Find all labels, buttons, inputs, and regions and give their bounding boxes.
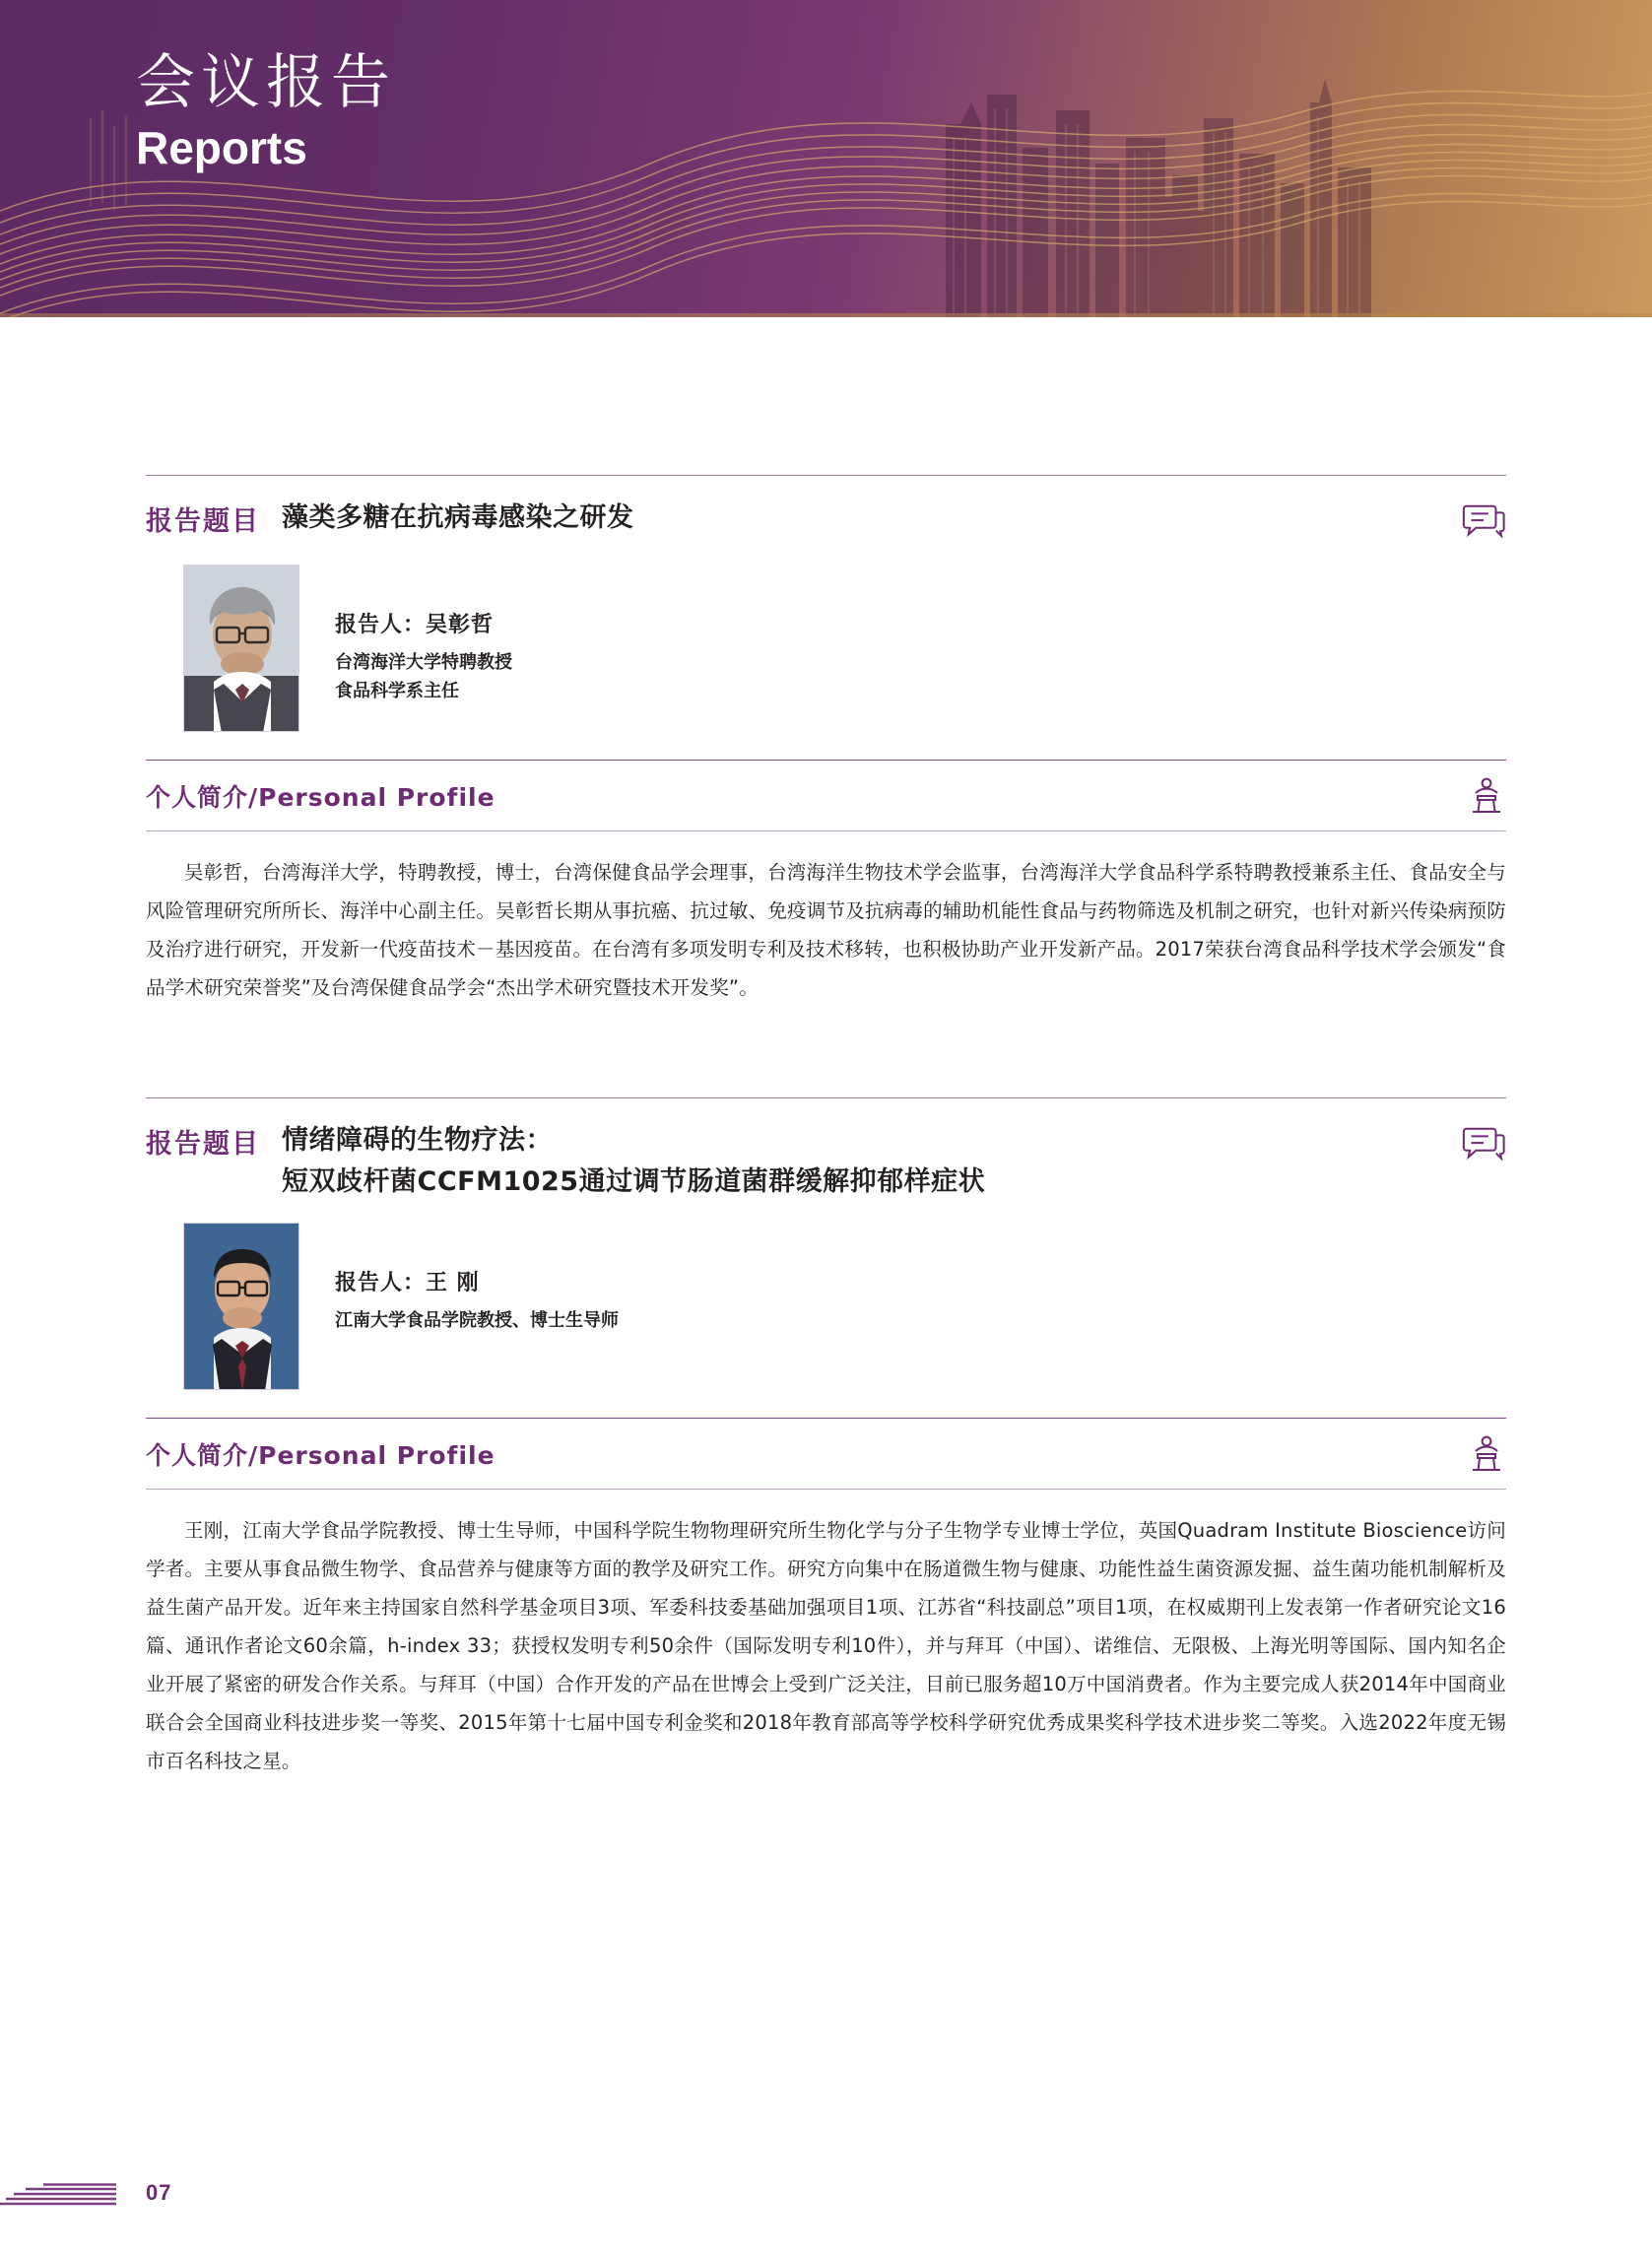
speaker-name-1 — [335, 608, 512, 638]
report-title-row-2 — [146, 1098, 1506, 1223]
profile-heading-2: 个人简介/Personal Profile — [146, 1440, 496, 1470]
banner-title-english: Reports — [136, 122, 307, 173]
speech-bubble-icon — [1461, 1122, 1506, 1167]
profile-heading-row-1 — [146, 760, 1506, 831]
speaker-affiliation-2 — [335, 1307, 619, 1336]
report-title-tag-2: 报告题目 — [146, 1129, 260, 1160]
profile-text-2 — [146, 1490, 1506, 1780]
affiliation-line: 台湾海洋大学特聘教授 — [335, 652, 512, 673]
profile-heading-row-2 — [146, 1418, 1506, 1490]
banner-title-group — [136, 47, 396, 174]
avatar — [183, 1223, 299, 1390]
speaker-affiliation-1 — [335, 649, 512, 706]
speaker-podium-icon — [1467, 776, 1506, 816]
speaker-info-1 — [335, 564, 512, 706]
page-number: 07 — [146, 2180, 172, 2205]
speaker-prefix: 报告人： — [335, 613, 427, 637]
report-entry-2 — [146, 1097, 1506, 1780]
report-title-tag-1: 报告题目 — [146, 506, 260, 537]
speaker-prefix: 报告人： — [335, 1270, 427, 1295]
banner-title-chinese: 会议报告 — [136, 48, 396, 117]
speaker-name-2 — [335, 1266, 619, 1296]
affiliation-line: 食品科学系主任 — [335, 680, 459, 701]
report-title-row-1 — [146, 476, 1506, 564]
page-footer — [0, 2176, 1652, 2216]
report-title-line: 短双歧杆菌CCFM1025通过调节肠道菌群缓解抑郁样症状 — [282, 1165, 986, 1197]
footer-stripe-decoration — [0, 2182, 116, 2208]
speaker-name-value: 吴彰哲 — [426, 613, 495, 637]
speaker-podium-icon — [1467, 1434, 1506, 1474]
avatar — [183, 564, 299, 732]
report-title-1 — [282, 498, 1443, 539]
profile-heading-1: 个人简介/Personal Profile — [146, 783, 496, 812]
speaker-name-value: 王 刚 — [426, 1270, 480, 1295]
speaker-row-2 — [146, 1223, 1506, 1418]
report-title-line: 情绪障碍的生物疗法： — [282, 1125, 553, 1156]
profile-text-1 — [146, 831, 1506, 1007]
speaker-row-1 — [146, 564, 1506, 760]
section-gap — [146, 1007, 1506, 1097]
page-header-banner — [0, 0, 1652, 317]
report-title-line: 藻类多糖在抗病毒感染之研发 — [282, 502, 634, 533]
page-content — [0, 317, 1652, 1780]
affiliation-line: 江南大学食品学院教授、博士生导师 — [335, 1309, 619, 1331]
profile-paragraph: 王刚，江南大学食品学院教授、博士生导师，中国科学院生物物理研究所生物化学与分子生物学专业博士学位，英国Quadram Institute Bioscience访问学者。主要从事食品微生物学、食品营养与健康等方面的教学及研究工作。研究方向集中在肠道微生物与健康、功能性益生菌资源发掘、益生菌功能机制解析及益生菌产品开发。近年来主持国家自然科学基金项目3项、军委科技委基础加强项目1项、江苏省“科技副总”项目1项，在权威期刊上发表第一作者研究论文16篇、通讯作者论文60余篇，h-index 33；获授权发明专利50余件（国际发明专利10件），并与拜耳（中国）、诺维信、无限极、上海光明等国际、国内知名企业开展了紧密的研发合作关系。与拜耳（中国）合作开发的产品在世博会上受到广泛关注，目前已服务超10万中国消费者。作为主要完成人获2014年中国商业联合会全国商业科技进步奖一等奖、2015年第十七届中国专利金奖和2018年教育部高等学校科学研究优秀成果奖科学技术进步奖二等奖。入选2022年度无锡市百名科技之星。 — [146, 1518, 1506, 1772]
report-title-2 — [282, 1120, 1443, 1203]
speech-bubble-icon — [1461, 499, 1506, 545]
report-entry-1 — [146, 475, 1506, 1007]
profile-paragraph: 吴彰哲，台湾海洋大学，特聘教授，博士，台湾保健食品学会理事，台湾海洋生物技术学会监事，台湾海洋大学食品科学系特聘教授兼系主任、食品安全与风险管理研究所所长、海洋中心副主任。吴彰哲长期从事抗癌、抗过敏、免疫调节及抗病毒的辅助机能性食品与药物筛选及机制之研究，也针对新兴传染病预防及治疗进行研究，开发新一代疫苗技术－基因疫苗。在台湾有多项发明专利及技术移转，也积极协助产业开发新产品。2017荣获台湾食品科学技术学会颁发“食品学术研究荣誉奖”及台湾保健食品学会“杰出学术研究暨技术开发奖”。 — [146, 861, 1506, 999]
speaker-info-2 — [335, 1223, 619, 1336]
